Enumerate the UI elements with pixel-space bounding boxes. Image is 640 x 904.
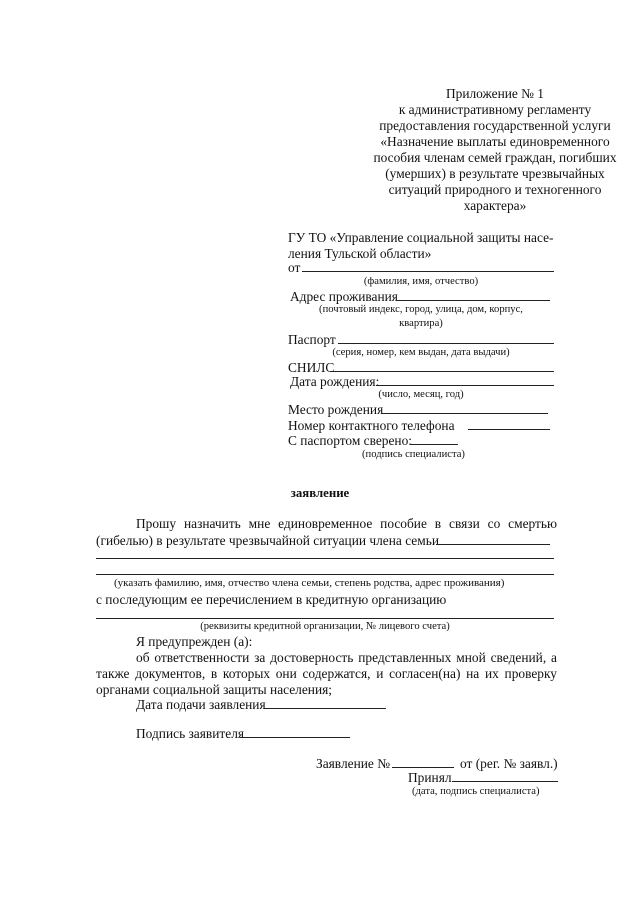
annex-line: (умерших) в результате чрезвычайных	[385, 166, 605, 181]
signature-field[interactable]	[240, 737, 350, 738]
address-hint: (почтовый индекс, город, улица, дом, корпус,	[319, 304, 523, 315]
annex-line: характера»	[463, 198, 527, 213]
birthdate-label: Дата рождения:	[290, 374, 380, 389]
phone-label: Номер контактного телефона	[288, 418, 455, 433]
from-hint: (фамилия, имя, отчество)	[363, 276, 479, 287]
bank-details-field[interactable]	[96, 618, 554, 619]
date-label: Дата подачи заявления	[136, 697, 266, 712]
responsibility-line: об ответственности за достоверность представленных мной сведений, а	[136, 650, 557, 665]
verified-label: С паспортом сверено:	[288, 433, 413, 448]
address-label: Адрес проживания	[290, 289, 398, 304]
request-line: (гибелью) в результате чрезвычайной ситуации члена семьи	[96, 533, 439, 548]
birthdate-field[interactable]	[376, 385, 554, 386]
annex-title: Приложение № 1	[445, 86, 545, 101]
annex-line: «Назначение выплаты единовременного	[380, 134, 610, 149]
family-member-field[interactable]	[436, 544, 550, 545]
bank-details-hint: (реквизиты кредитной организации, № лицевого счета)	[200, 621, 450, 632]
accepted-field[interactable]	[452, 781, 558, 782]
application-number-label: Заявление №	[316, 756, 390, 771]
request-line: Прошу назначить мне единовременное пособие в связи со смертью	[136, 516, 557, 531]
family-member-field-2[interactable]	[96, 558, 554, 559]
responsibility-line: органами социальной защиты населения;	[96, 682, 333, 697]
verified-signature-field[interactable]	[410, 444, 458, 445]
passport-hint: (серия, номер, кем выдан, дата выдачи)	[332, 347, 510, 358]
from-label: от	[288, 260, 301, 275]
registration-number-label: от (рег. № заявл.)	[460, 756, 558, 771]
phone-field[interactable]	[468, 429, 550, 430]
annex-line: ситуаций природного и техногенного	[388, 182, 602, 197]
family-member-hint: (указать фамилию, имя, отчество члена семьи, степень родства, адрес проживания)	[114, 577, 505, 589]
addressee-line: ления Тульской области»	[288, 246, 432, 261]
document-title: заявление	[290, 486, 350, 500]
address-hint: квартира)	[399, 318, 443, 329]
family-member-field-3[interactable]	[96, 574, 554, 575]
annex-line: пособия членам семей граждан, погибших	[373, 150, 617, 165]
accepted-label: Принял	[408, 770, 452, 785]
date-field[interactable]	[264, 708, 386, 709]
annex-line: предоставления государственной услуги	[379, 118, 611, 133]
birthdate-hint: (число, месяц, год)	[378, 389, 464, 400]
from-field[interactable]	[302, 271, 554, 272]
responsibility-line: также документов, в которых они содержатся, и согласен(на) на их проверку	[96, 666, 557, 681]
signature-label: Подпись заявителя	[136, 726, 245, 741]
passport-label: Паспорт	[288, 332, 336, 347]
addressee-line: ГУ ТО «Управление социальной защиты насе-	[288, 230, 554, 245]
verified-hint: (подпись специалиста)	[362, 449, 465, 460]
annex-line: к административному регламенту	[398, 102, 592, 117]
accepted-hint: (дата, подпись специалиста)	[412, 786, 540, 797]
warned-line: Я предупрежден (а):	[136, 634, 253, 649]
snils-label: СНИЛС	[288, 360, 335, 375]
birthplace-label: Место рождения	[288, 402, 384, 417]
passport-field[interactable]	[338, 343, 554, 344]
snils-field[interactable]	[330, 371, 554, 372]
birthplace-field[interactable]	[382, 413, 548, 414]
address-field[interactable]	[396, 300, 550, 301]
transfer-line: с последующим ее перечислением в кредитную организацию	[96, 592, 447, 607]
application-number-field[interactable]	[392, 767, 454, 768]
